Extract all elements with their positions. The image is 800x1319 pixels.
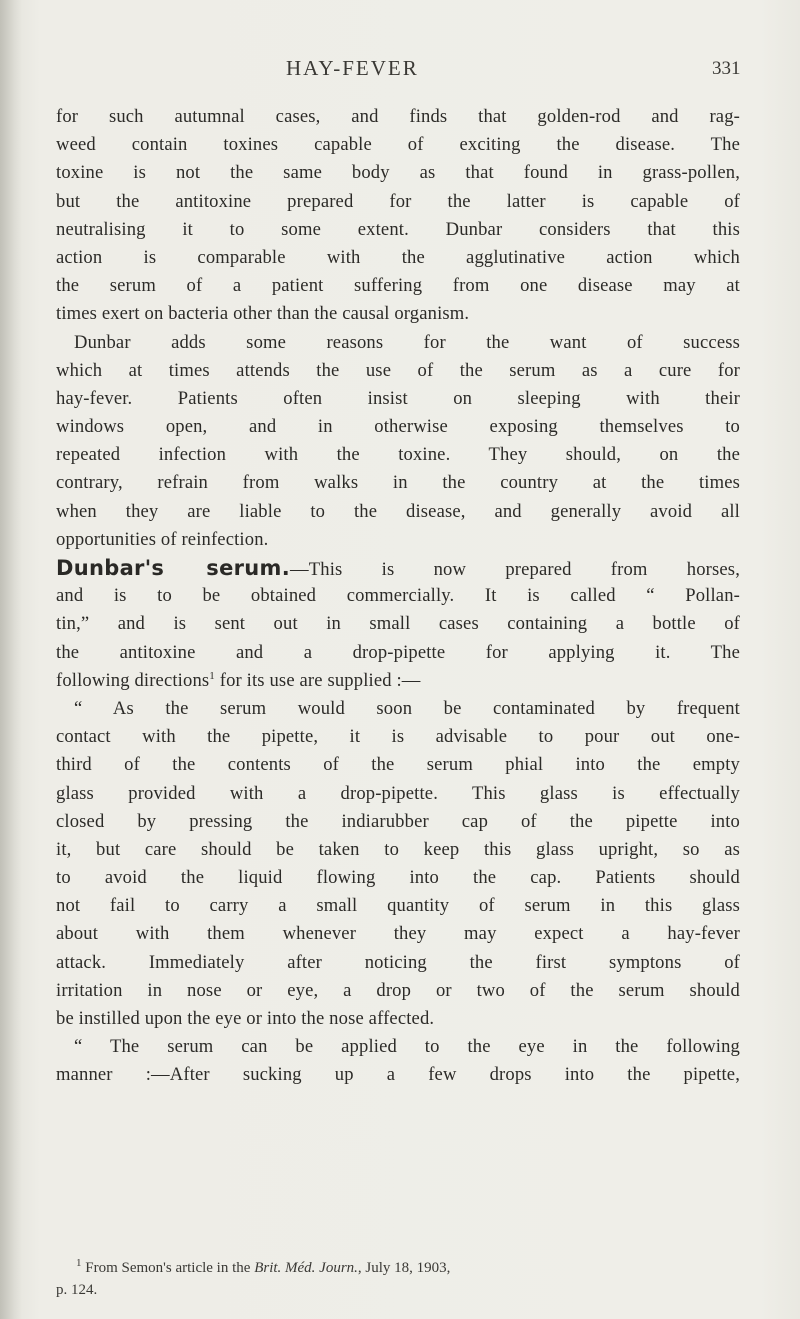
quote-line: glass provided with a drop-pipette. This glass is effectually — [56, 782, 740, 804]
footnote-text-after: , July 18, 1903, — [357, 1260, 451, 1276]
text-line: neutralising it to some extent. Dunbar considers that this — [56, 218, 740, 240]
quote-line: “ As the serum would soon be contaminated by frequent — [74, 697, 740, 719]
footnote-journal: Brit. Méd. Journ. — [254, 1260, 358, 1276]
text-line: Dunbar adds some reasons for the want of success — [74, 331, 740, 353]
text-line: tin,” and is sent out in small cases containing a bottle of — [56, 613, 740, 635]
text-line: opportunities of reinfection. — [56, 528, 269, 550]
directions-text-after: for its use are supplied :— — [214, 669, 421, 691]
text-line: action is comparable with the agglutinative action which — [56, 246, 740, 268]
text-line: contrary, refrain from walks in the country at the times — [56, 472, 740, 494]
text-line: toxine is not the same body as that found in grass-pollen, — [56, 162, 740, 184]
page-number: 331 — [712, 58, 741, 79]
quote-line: about with them whenever they may expect a hay-fever — [56, 923, 740, 945]
text-line: which at times attends the use of the serum as a cure for — [56, 359, 740, 381]
text-line: windows open, and in otherwise exposing themselves to — [56, 416, 740, 438]
text-line: weed contain toxines capable of exciting the disease. The — [56, 134, 740, 156]
text-line: for such autumnal cases, and finds that golden-rod and rag- — [56, 106, 740, 127]
running-head — [0, 56, 800, 86]
quote-line: not fail to carry a small quantity of serum in this glass — [56, 895, 740, 917]
quote-line: irritation in nose or eye, a drop or two of the serum should — [56, 979, 740, 1001]
quote-line: it, but care should be taken to keep this glass upright, so as — [56, 838, 740, 860]
text-line: and is to be obtained commercially. It is called “ Pollan- — [56, 585, 740, 607]
quote-line: contact with the pipette, it is advisable to pour out one- — [56, 726, 740, 748]
running-title: HAY-FEVER — [286, 56, 419, 80]
footnote-text-before: From Semon's article in the — [81, 1260, 255, 1276]
text-line: repeated infection with the toxine. They should, on the — [56, 444, 740, 466]
footnotes — [56, 1257, 740, 1301]
footnote-marker: 1 — [76, 1257, 82, 1269]
quote-line: “ The serum can be applied to the eye in the following — [74, 1036, 740, 1058]
text-line: the serum of a patient suffering from one disease may at — [56, 275, 740, 297]
text-line: but the antitoxine prepared for the latter is capable of — [56, 190, 740, 212]
text-line: when they are liable to the disease, and generally avoid all — [56, 500, 740, 522]
footnote-reference: 1 — [209, 669, 215, 682]
footnote-continuation: p. 124. — [56, 1282, 98, 1298]
body-text — [56, 103, 740, 1090]
text-line: the antitoxine and a drop-pipette for applying it. The — [56, 641, 740, 663]
quote-line: closed by pressing the indiarubber cap of the pipette into — [56, 810, 740, 832]
page-gutter-shadow — [0, 0, 22, 1319]
quote-line: manner :—After sucking up a few drops into the pipette, — [56, 1064, 740, 1086]
section-first-line — [56, 554, 740, 582]
text-line: hay-fever. Patients often insist on sleeping with their — [56, 387, 740, 409]
directions-line — [56, 667, 740, 695]
footnote-line — [56, 1257, 740, 1279]
quote-line: be instilled upon the eye or into the nose affected. — [56, 1008, 435, 1029]
quote-line: attack. Immediately after noticing the first symptons of — [56, 951, 740, 973]
directions-text-before: following directions — [56, 669, 210, 691]
section-first-line-text: —This is now prepared from horses, — [290, 559, 740, 580]
text-line: times exert on bacteria other than the causal organism. — [56, 303, 470, 325]
section-heading: Dunbar's serum. — [56, 556, 290, 580]
quote-line: to avoid the liquid flowing into the cap. Patients should — [56, 867, 740, 889]
quote-line: third of the contents of the serum phial into the empty — [56, 754, 740, 776]
